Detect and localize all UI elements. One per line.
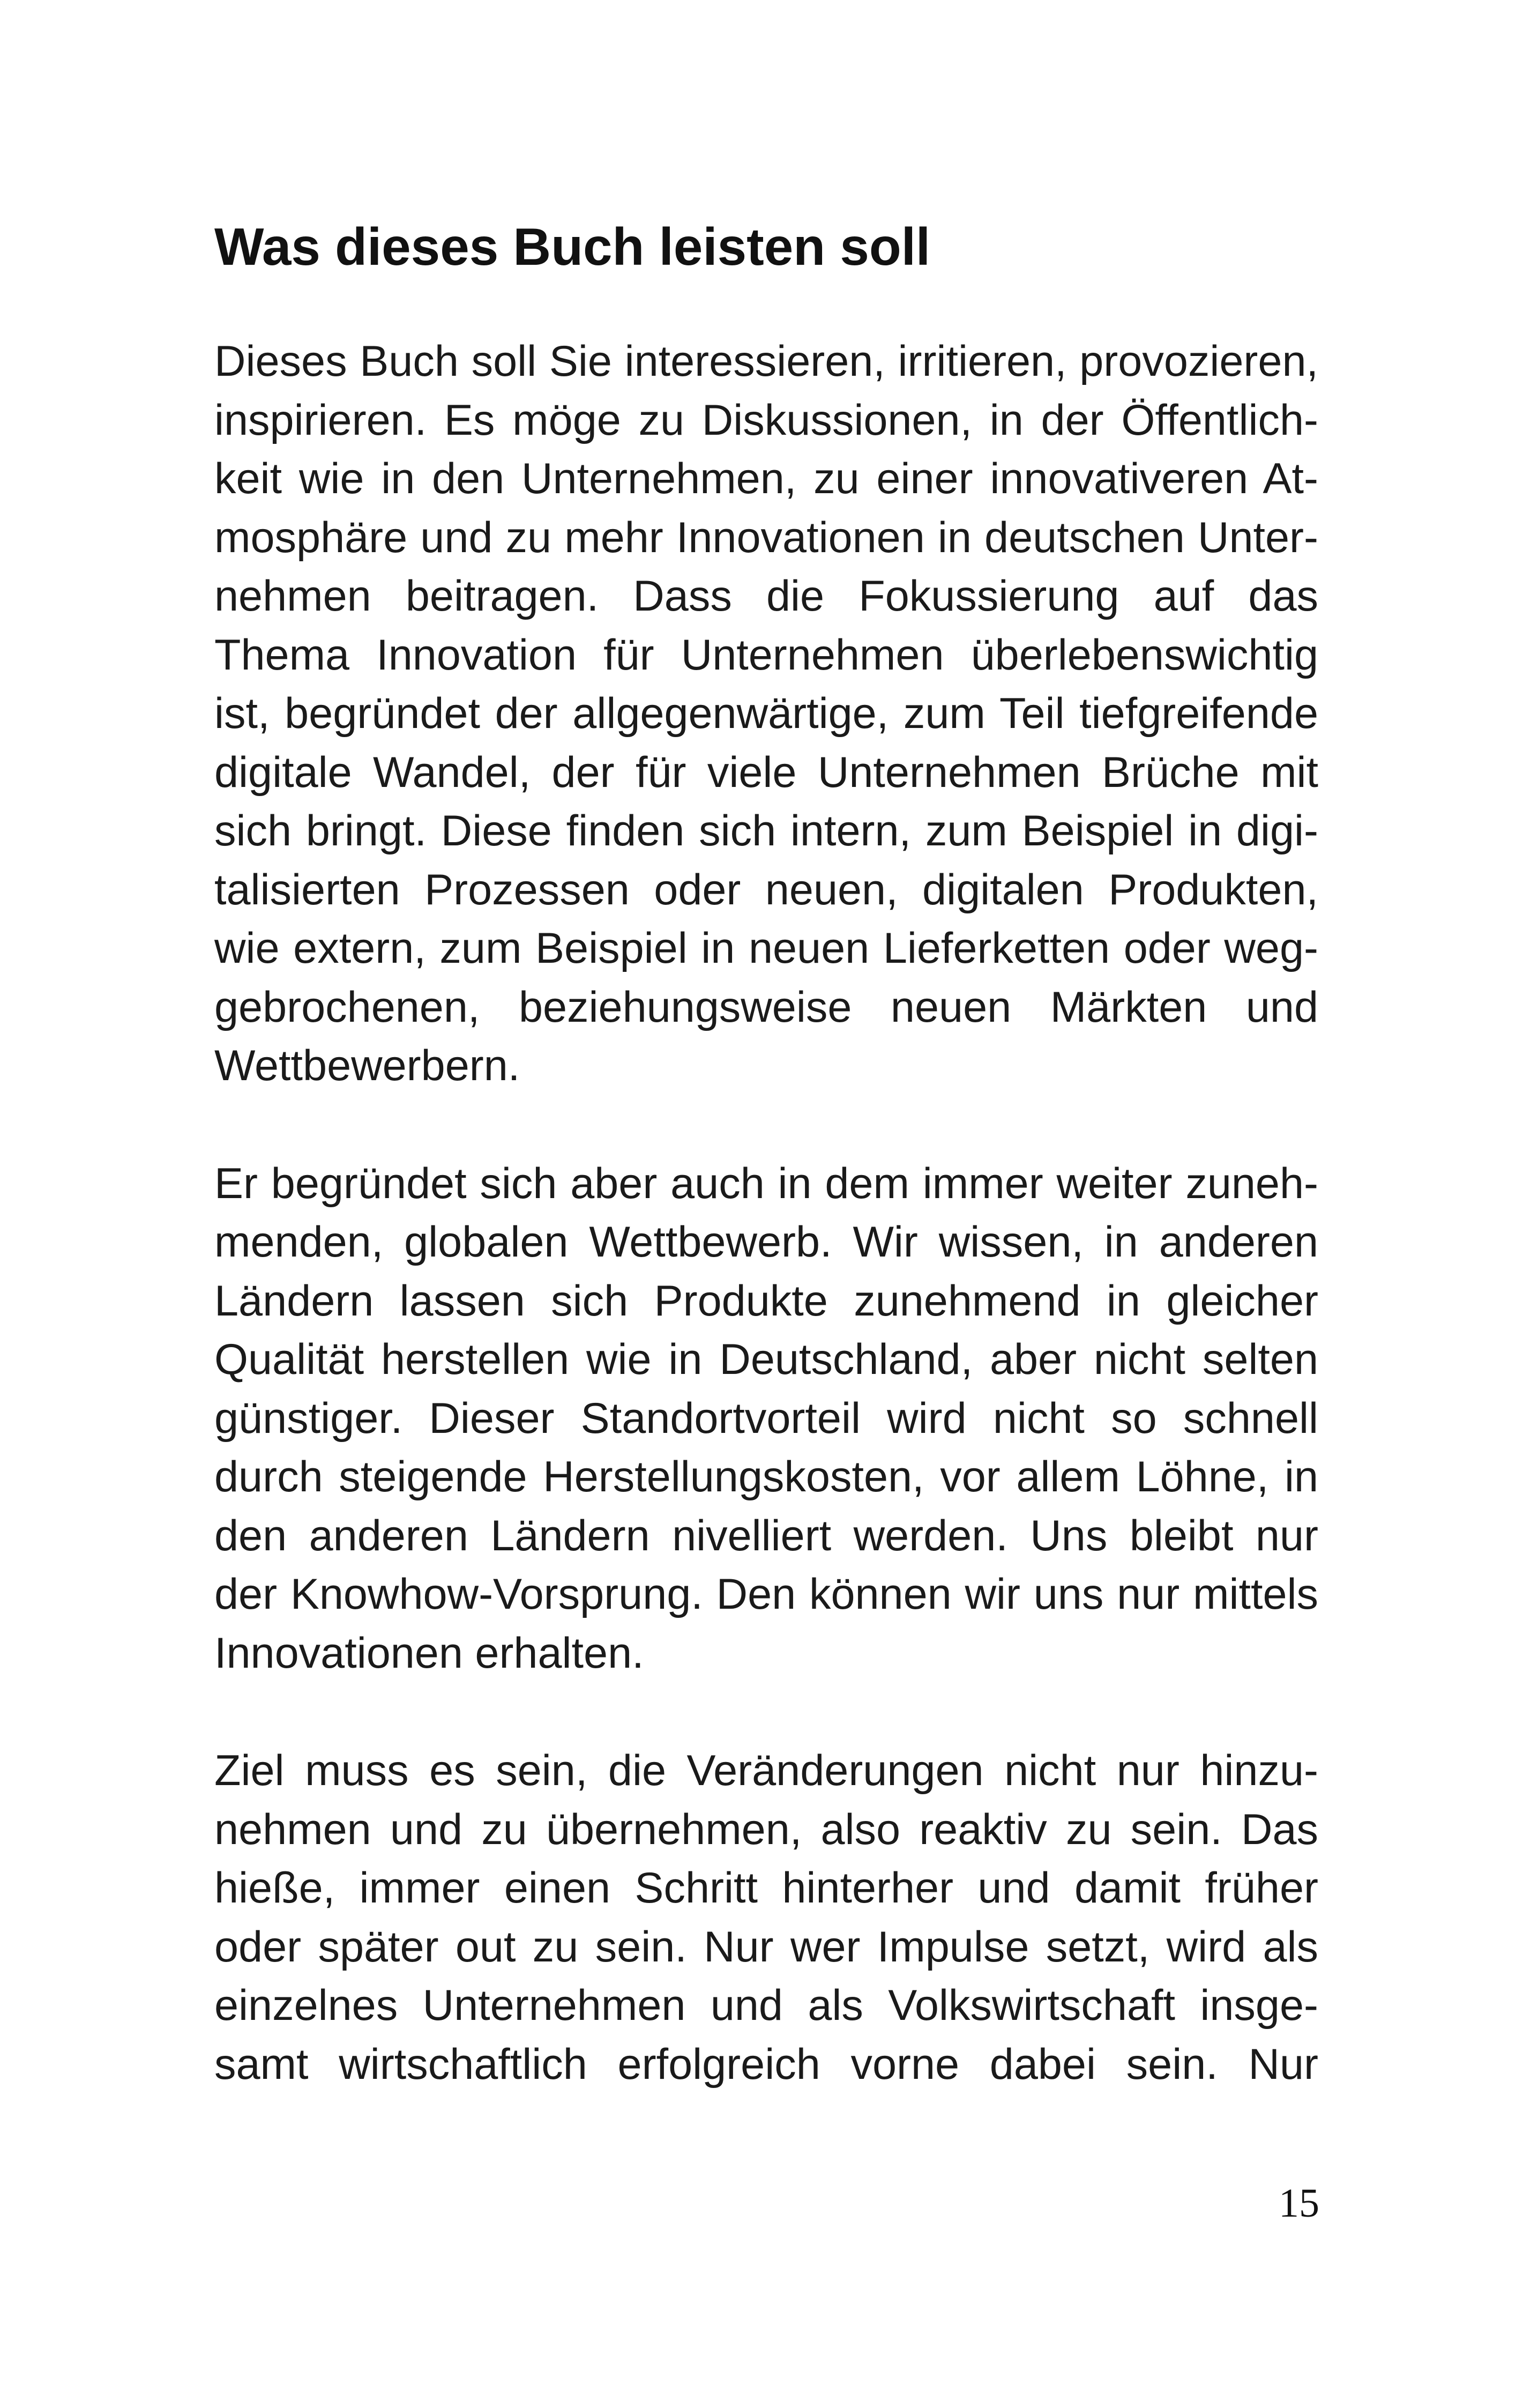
- text-line: nehmen und zu übernehmen, also reaktiv zu sein. Das: [214, 1805, 1318, 1854]
- text-line: einzelnes Unternehmen und als Volkswirtschaft insge-: [214, 1981, 1318, 2030]
- body-text: [214, 332, 1318, 2094]
- chapter-heading: Was dieses Buch leisten soll: [214, 217, 931, 276]
- text-line: samt wirtschaftlich erfolgreich vorne dabei sein. Nur: [214, 2040, 1318, 2089]
- text-line: nehmen beitragen. Dass die Fokussierung auf das: [214, 572, 1318, 620]
- text-line: Er begründet sich aber auch in dem immer weiter zuneh-: [214, 1159, 1318, 1208]
- text-line: digitale Wandel, der für viele Unternehmen Brüche mit: [214, 748, 1318, 797]
- paragraph: [214, 1155, 1318, 1683]
- paragraph: [214, 332, 1318, 1096]
- text-line: den anderen Ländern nivelliert werden. Uns bleibt nur: [214, 1511, 1318, 1560]
- text-line: Dieses Buch soll Sie interessieren, irritieren, provozieren,: [214, 337, 1318, 385]
- text-line: inspirieren. Es möge zu Diskussionen, in der Öffentlich-: [214, 396, 1318, 444]
- text-line: Qualität herstellen wie in Deutschland, aber nicht selten: [214, 1335, 1318, 1384]
- text-line: gebrochenen, beziehungsweise neuen Märkten und: [214, 983, 1318, 1031]
- text-line: günstiger. Dieser Standortvorteil wird nicht so schnell: [214, 1394, 1318, 1443]
- text-line: Ländern lassen sich Produkte zunehmend in gleicher: [214, 1276, 1318, 1325]
- text-line: der Knowhow-Vorsprung. Den können wir uns nur mittels: [214, 1570, 1318, 1618]
- text-line: oder später out zu sein. Nur wer Impulse setzt, wird als: [214, 1922, 1318, 1971]
- text-line: keit wie in den Unternehmen, zu einer innovativeren At-: [214, 455, 1318, 503]
- text-line: talisierten Prozessen oder neuen, digitalen Produkten,: [214, 865, 1318, 914]
- text-line: Innovationen erhalten.: [214, 1629, 644, 1677]
- text-line: menden, globalen Wettbewerb. Wir wissen, in anderen: [214, 1218, 1318, 1266]
- text-line: sich bringt. Diese finden sich intern, zum Beispiel in digi-: [214, 807, 1318, 855]
- text-line: ist, begründet der allgegenwärtige, zum Teil tiefgreifende: [214, 689, 1318, 738]
- text-line: Ziel muss es sein, die Veränderungen nicht nur hinzu-: [214, 1746, 1318, 1795]
- text-line: Wettbewerbern.: [214, 1042, 520, 1090]
- text-line: durch steigende Herstellungskosten, vor allem Löhne, in: [214, 1453, 1318, 1501]
- text-line: mosphäre und zu mehr Innovationen in deutschen Unter-: [214, 513, 1318, 562]
- text-line: wie extern, zum Beispiel in neuen Lieferketten oder weg-: [214, 924, 1318, 972]
- text-line: Thema Innovation für Unternehmen überlebenswichtig: [214, 630, 1318, 679]
- text-line: hieße, immer einen Schritt hinterher und damit früher: [214, 1864, 1318, 1912]
- page-number: 15: [1279, 2181, 1319, 2226]
- paragraph: [214, 1742, 1318, 2094]
